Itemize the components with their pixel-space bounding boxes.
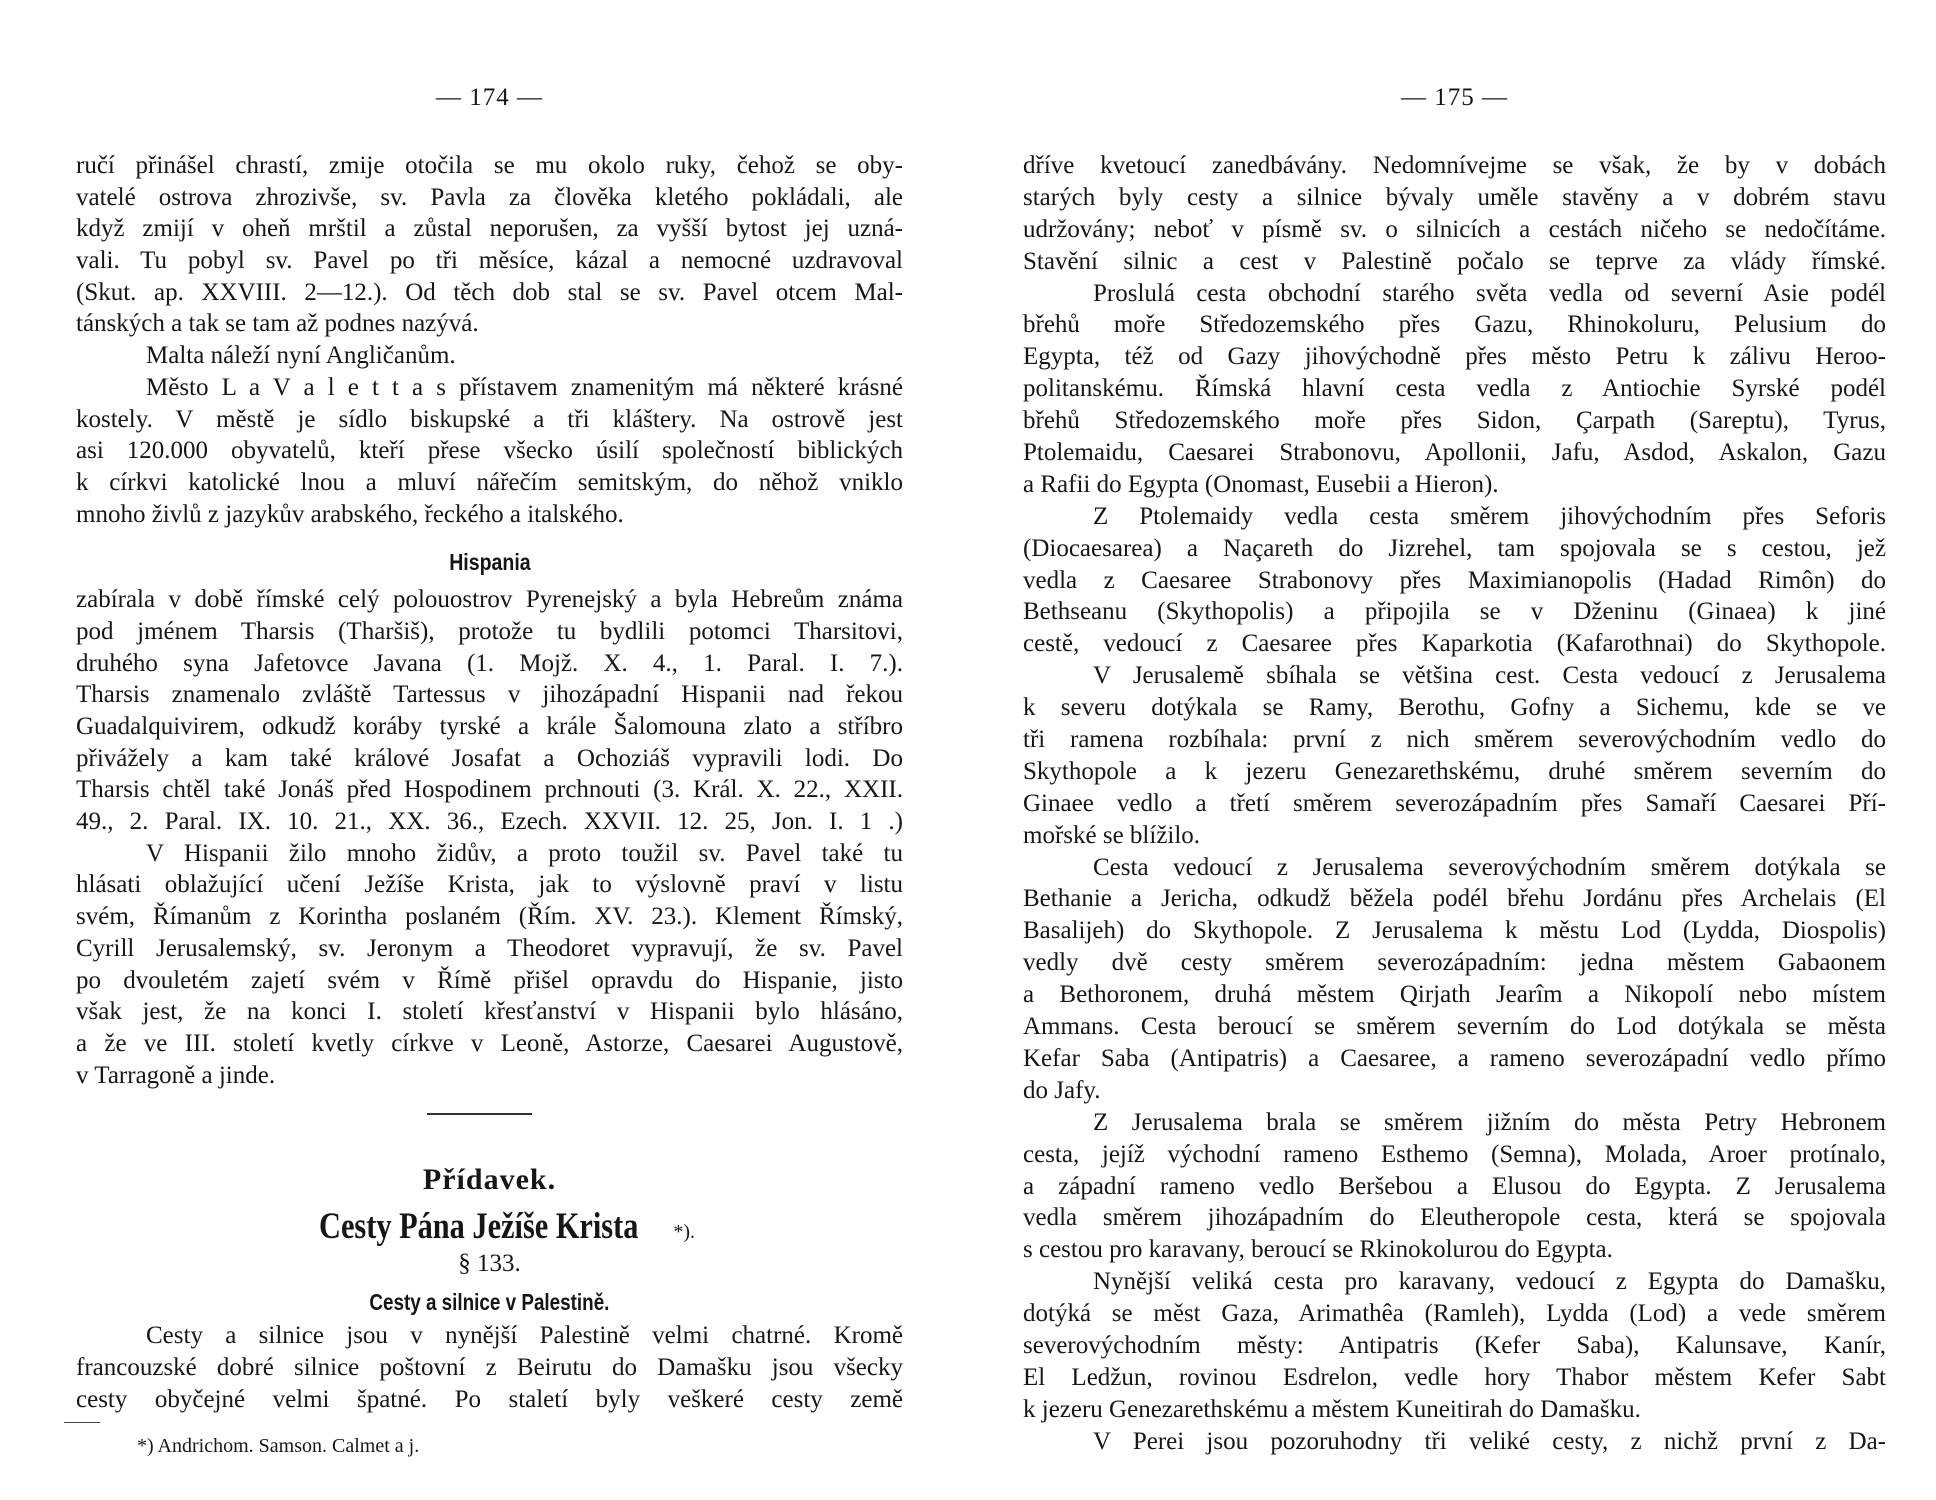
text-line: vali. Tu pobyl sv. Pavel po tři měsíce, kázal a nemocné uzdravoval	[76, 247, 903, 275]
paragraph	[76, 372, 903, 530]
text-line: asi 120.000 obyvatelů, kteří přese všecko úsilí společností biblických	[76, 437, 903, 465]
paragraph	[76, 340, 903, 372]
text-line: cesta, jejíž východní rameno Esthemo (Semna), Molada, Aroer protínalo,	[1023, 1140, 1886, 1168]
text-line: dotýká se měst Gaza, Arimathêa (Ramleh), Lydda (Lod) a vede směrem	[1023, 1300, 1886, 1328]
text-line: a západní rameno vedlo Beršebou a Elusou do Egypta. Z Jerusalema	[1023, 1172, 1886, 1200]
text-line: Bethseanu (Skythopolis) a připojila se v Dženinu (Ginaea) k jiné	[1023, 598, 1886, 626]
text-line: vatelé ostrova zhrozivše, sv. Pavla za člověka kletého pokládali, ale	[76, 183, 903, 211]
text-line: břehů Středozemského moře přes Sidon, Çarpath (Sareptu), Tyrus,	[1023, 407, 1886, 435]
text-line: Egypta, též od Gazy jihovýchodně přes město Petru k zálivu Heroo-	[1023, 343, 1886, 371]
text-line: pod jménem Tharsis (Tharšiš), protože tu bydlili potomci Tharsitovi,	[76, 617, 903, 645]
text-line: kostely. V městě je sídlo biskupské a tři kláštery. Na ostrově jest	[76, 405, 903, 433]
divider-line	[427, 1113, 532, 1115]
paragraph	[1023, 278, 1886, 501]
paragraph	[1023, 150, 1886, 278]
page-number: — 175 —	[1401, 84, 1508, 111]
text-line: v Tarragoně a jinde.	[76, 1061, 276, 1089]
text-line: k církvi katolické lnou a mluví nářečím semitským, do něhož vniklo	[76, 468, 903, 496]
text-line: Cesta vedoucí z Jerusalema severovýchodním směrem dotýkala se	[1093, 853, 1886, 881]
text-line: Basalijeh) do Skythopole. Z Jerusalema k městu Lod (Lydda, Diospolis)	[1023, 917, 1886, 945]
text-line: k jezeru Genezarethskému a městem Kuneitirah do Damašku.	[1023, 1395, 1641, 1423]
text-line: do Jafy.	[1023, 1076, 1101, 1104]
text-line: Kefar Saba (Antipatris) a Caesaree, a rameno severozápadní vedlo přímo	[1023, 1044, 1886, 1072]
paragraph	[1023, 1107, 1886, 1266]
text-line: udržovány; neboť v písmě sv. o silnicích a cestách ničeho se nedočítáme.	[1023, 215, 1886, 243]
text-line: cestě, vedoucí z Caesaree přes Kaparkotia (Kafarothnai) do Skythopole.	[1023, 630, 1886, 658]
text-line: severovýchodním městy: Antipatris (Kefer Saba), Kalunsave, Kanír,	[1023, 1331, 1886, 1359]
text-line: dříve kvetoucí zanedbávány. Nedomnívejme se však, že by v dobách	[1023, 152, 1886, 179]
paragraph	[1023, 660, 1886, 851]
paragraph	[1023, 1426, 1886, 1458]
text-line: mnoho živlů z jazykův arabského, řeckého a italského.	[76, 500, 624, 528]
text-line: politanskému. Římská hlavní cesta vedla z Antiochie Syrské podél	[1023, 375, 1886, 403]
text-line: když zmijí v oheň mrštil a zůstal neporušen, za vyšší bytost jej uzná-	[76, 215, 903, 243]
text-line: Město L a V a l e t t a s přístavem znamenitým má některé krásné	[146, 373, 903, 401]
page-number: — 174 —	[436, 84, 543, 111]
text-line: Ammans. Cesta beroucí se směrem severním do Lod dotýkala se města	[1023, 1013, 1886, 1041]
text-line: Stavění silnic a cest v Palestině počalo se teprve za vlády římské.	[1023, 247, 1886, 275]
text-line: Ginaee vedlo a třetí směrem severozápadním přes Samaří Caesarei Pří-	[1023, 789, 1886, 817]
section-heading	[76, 530, 903, 584]
paragraph	[1023, 852, 1886, 1107]
text-line: ručí přinášel chrastí, zmije otočila se mu okolo ruky, čehož se oby-	[76, 152, 903, 179]
text-line: Skythopole a k jezeru Genezarethskému, druhé směrem severním do	[1023, 757, 1886, 785]
text-line: Malta náleží nyní Angličanům.	[146, 342, 456, 370]
text-line: V Jerusalemě sbíhala se většina cest. Cesta vedoucí z Jerusalema	[1093, 662, 1886, 690]
text-line: a Bethoronem, druhá městem Qirjath Jearîm a Nikopolí nebo místem	[1023, 981, 1886, 1009]
text-line: Nynější veliká cesta pro karavany, vedoucí z Egypta do Damašku,	[1093, 1268, 1886, 1296]
chapter-title-text: Cesty Pána Ježíše Krista	[318, 1206, 639, 1248]
text-line: tánských a tak se tam až podnes nazývá.	[76, 310, 479, 338]
text-line: Proslulá cesta obchodní starého světa vedla od severní Asie podél	[1093, 279, 1886, 307]
paragraph	[76, 584, 903, 838]
footnote-rule	[64, 1422, 100, 1423]
text-line: přivážely a kam také králové Josafat a Ochoziáš vypravili lodi. Do	[76, 744, 903, 772]
text-line: Z Ptolemaidy vedla cesta směrem jihovýchodním přes Seforis	[1093, 502, 1886, 530]
section-heading-text: Hispania	[448, 549, 531, 576]
text-line: (Diocaesarea) a Naçareth do Jizrehel, tam spojovala se s cestou, jež	[1023, 534, 1886, 562]
text-line: vedly dvě cesty směrem severozápadním: jedna městem Gabaonem	[1023, 949, 1886, 977]
text-line: břehů moře Středozemského přes Gazu, Rhinokoluru, Pelusium do	[1023, 311, 1886, 339]
text-line: vedla směrem jihozápadním do Eleutheropole cesta, která se spojovala	[1023, 1204, 1886, 1232]
text-line: hlásati oblažující učení Ježíše Krista, jak to výslovně praví v listu	[76, 871, 903, 899]
text-line: svém, Římanům z Korintha poslaném (Řím. XV. 23.). Klement Římský,	[76, 903, 903, 931]
text-line: tři ramena rozbíhala: první z nich směrem severovýchodním vedlo do	[1023, 726, 1886, 754]
text-line: francouzské dobré silnice poštovní z Beirutu do Damašku jsou všecky	[76, 1353, 903, 1381]
text-line: Tharsis znamenalo zvláště Tartessus v jihozápadní Hispanii nad řekou	[76, 681, 903, 709]
text-line: k severu dotýkala se Ramy, Berothu, Gofny a Sichemu, kde se ve	[1023, 694, 1886, 722]
paragraph	[1023, 501, 1886, 660]
text-line: Z Jerusalema brala se směrem jižním do města Petry Hebronem	[1093, 1108, 1886, 1136]
footnote-mark: *).	[673, 1221, 696, 1244]
paragraph	[76, 838, 903, 1092]
paragraph-number: § 133.	[458, 1250, 521, 1278]
text-line: Guadalquivirem, odkudž koráby tyrské a krále Šalomouna zlato a stříbro	[76, 713, 903, 740]
chapter-title	[76, 1200, 903, 1248]
text-line: V Perei jsou pozoruhodny tři veliké cesty, z nichž první z Da-	[1093, 1427, 1886, 1455]
text-line: druhého syna Jafetovce Javana (1. Mojž. X. 4., 1. Paral. I. 7.).	[76, 649, 903, 677]
text-line: mořské se blížilo.	[1023, 821, 1201, 849]
section-divider	[76, 1091, 903, 1135]
paragraph	[76, 150, 903, 340]
text-line: zabírala v době římské celý polouostrov Pyrenejský a byla Hebreům známa	[76, 586, 903, 614]
text-line: Tharsis chtěl také Jonáš před Hospodinem prchnouti (3. Král. X. 22., XXII.	[76, 776, 903, 804]
text-line: starých byly cesty a silnice bývaly uměle stavěny a v dobrém stavu	[1023, 183, 1886, 211]
text-line: (Skut. ap. XXVIII. 2—12.). Od těch dob stal se sv. Pavel otcem Mal-	[76, 278, 903, 306]
text-line: El Ledžun, rovinou Esdrelon, vedle hory Thabor městem Kefer Sabt	[1023, 1363, 1886, 1391]
text-line: Bethanie a Jericha, odkudž běžela podél břehu Jordánu přes Archelais (El	[1023, 885, 1886, 913]
text-line: V Hispanii žilo mnoho židův, a proto toužil sv. Pavel také tu	[146, 839, 903, 867]
text-line: Cyrill Jerusalemský, sv. Jeronym a Theodoret vypravují, že sv. Pavel	[76, 934, 903, 962]
text-line: 49., 2. Paral. IX. 10. 21., XX. 36., Ezech. XXVII. 12. 25, Jon. I. 1 .)	[76, 808, 903, 836]
page-body	[1023, 150, 1886, 1458]
paragraph	[1023, 1266, 1886, 1425]
text-line: vedla z Caesaree Strabonovy přes Maximianopolis (Hadad Rimôn) do	[1023, 566, 1886, 594]
text-line: Cesty a silnice jsou v nynější Palestině velmi chatrné. Kromě	[146, 1322, 903, 1350]
appendix-heading: Přídavek.	[422, 1163, 557, 1197]
page-body	[76, 150, 903, 1415]
text-line: cesty obyčejné velmi špatné. Po staletí byly veškeré cesty země	[76, 1385, 903, 1413]
text-line: a Rafii do Egypta (Onomast, Eusebii a Hieron).	[1023, 470, 1499, 498]
subheading	[76, 1280, 903, 1320]
text-line: s cestou pro karavany, beroucí se Rkinokolurou do Egypta.	[1023, 1236, 1613, 1264]
text-line: po dvouletém zajetí svém v Římě přišel opravdu do Hispanie, jisto	[76, 966, 903, 994]
paragraph	[76, 1320, 903, 1415]
text-line: však jest, že na konci I. století křesťanství v Hispanii bylo hlásáno,	[76, 998, 903, 1026]
subheading-text: Cesty a silnice v Palestině.	[369, 1289, 610, 1316]
text-line: Ptolemaidu, Caesarei Strabonovu, Apollonii, Jafu, Asdod, Askalon, Gazu	[1023, 439, 1886, 467]
text-line: a že ve III. století kvetly církve v Leoně, Astorze, Caesarei Augustově,	[76, 1029, 903, 1057]
footnote: *) Andrichom. Samson. Calmet a j.	[137, 1435, 420, 1457]
